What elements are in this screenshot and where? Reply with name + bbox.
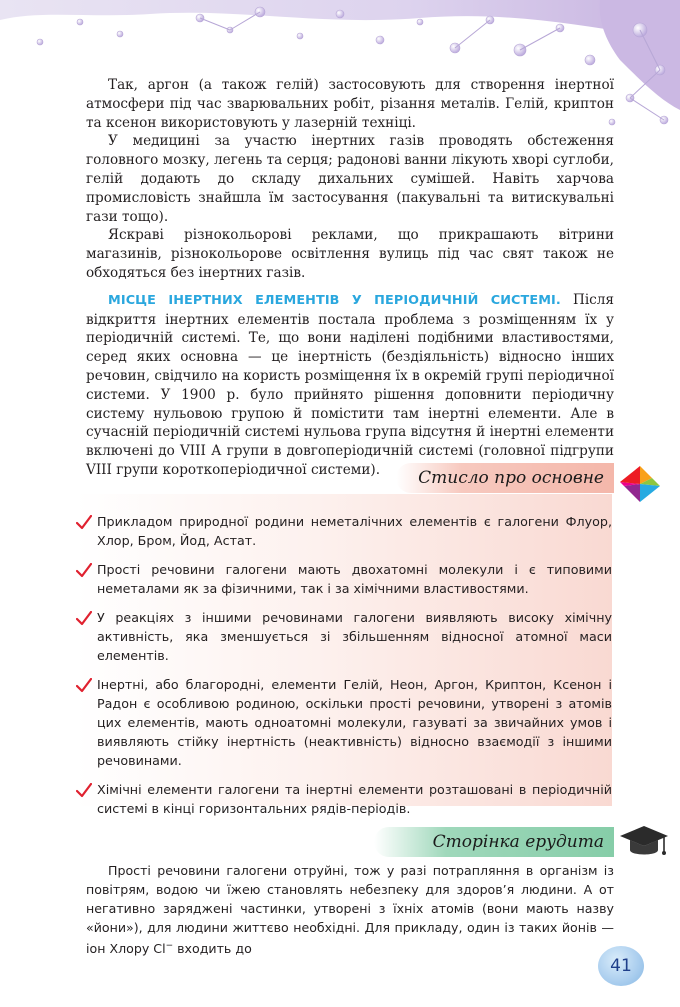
intro-paragraph-1: Так, аргон (а також гелій) застосовують для створення інертної атмосфери під час зварювальних робіт, різання металів. Гелій, криптон та ксенон використовують у лазерній техніці. [86, 77, 614, 131]
checkmark-icon [76, 563, 92, 578]
intro-text [86, 76, 614, 480]
summary-item-text: Інертні, або благородні, елементи Гелій, Неон, Аргон, Криптон, Ксенон і Радон є особливою родиною, оскільки прості речовини, утворені з атомів цих елементів, мають одноатомні молекули, газуваті за звичайних умов і виявляють стійку інертність (неактивність) відносно взаємодії з іншими речовинами. [97, 677, 612, 768]
checkmark-icon [76, 611, 92, 626]
summary-item-text: Прості речовини галогени мають двохатомні молекули і є типовими неметалами як за фізичними, так і за хімічними властивостями. [97, 562, 612, 596]
summary-item [76, 780, 612, 818]
summary-banner [396, 463, 614, 493]
erudite-text-start: Прості речовини галогени отруйні, тож у разі потрапляння в організм із повітрям, водою чи їжею становлять небезпеку для здоров’я людини. А от негативно заряджені частинки, утворені з їхніх атомів (вони мають назву «йони»), для людини життєво необхідні. Для прикладу, один із таких йонів — іон Хлору Cl [86, 863, 614, 957]
checkmark-icon [76, 678, 92, 693]
summary-item [76, 608, 612, 665]
summary-list [76, 512, 612, 818]
summary-item-text: У реакціях з іншими речовинами галогени виявляють високу хімічну активність, яка зменшується зі збільшенням відносної атомної маси елементів. [97, 610, 612, 663]
summary-title: Стисло про основне [418, 468, 604, 488]
checkmark-icon [76, 783, 92, 798]
summary-item-text: Хімічні елементи галогени та інертні елементи розташовані в періодичній системі в кінці горизонтальних рядів-періодів. [97, 782, 612, 816]
summary-item-text: Прикладом природної родини неметалічних елементів є галогени Флуор, Хлор, Бром, Йод, Астат. [97, 514, 612, 548]
diamond-icon [618, 464, 662, 504]
erudite-text-end: входить до [173, 941, 252, 957]
erudite-banner [374, 827, 614, 857]
graduation-cap-icon [618, 822, 670, 862]
intro-paragraph-2: У медицині за участю інертних газів проводять обстеження головного мозку, легень та серця; радонові ванни лікують хворі суглоби, гелій додають до складу дихальних сумішей. Навіть харчова промисловість знайшла їм застосування (пакувальні та витискувальні гази тощо). [86, 133, 614, 225]
intro-paragraph-3: Яскраві різнокольорові реклами, що прикрашають вітрини магазинів, різнокольорове освітлення вулиць під час свят також не обходяться без інертних газів. [86, 227, 614, 281]
erudite-title: Сторінка ерудита [432, 832, 604, 852]
section-paragraph [86, 291, 614, 480]
erudite-text [86, 861, 614, 958]
summary-item [76, 560, 612, 598]
erudite-paragraph [86, 861, 614, 958]
checkmark-icon [76, 515, 92, 530]
summary-item [76, 675, 612, 770]
page-number: 41 [598, 946, 644, 986]
section-heading: МІСЦЕ ІНЕРТНИХ ЕЛЕМЕНТІВ У ПЕРІОДИЧНІЙ СИСТЕМІ. [108, 292, 561, 308]
chloride-charge: − [165, 941, 174, 951]
section-body: Після відкриття інертних елементів постала проблема з розміщенням їх у періодичній системі. Те, що вони наділені подібними властивостями, серед яких основна — це інертність (бездіяльність) відносно інших речовин, свідчило на користь розміщення їх в окремій групі періодичної системи. У 1900 р. було прийнято рішення доповнити періодичну систему нульовою групою й помістити там інертні елементи. Але в сучасній періодичній системі нульова група відсутня й інертні елементи включені до VIII А групи в довгоперіодичній системі (головної підгрупи VIII групи короткоперіодичної системи). [86, 291, 614, 478]
summary-item [76, 512, 612, 550]
